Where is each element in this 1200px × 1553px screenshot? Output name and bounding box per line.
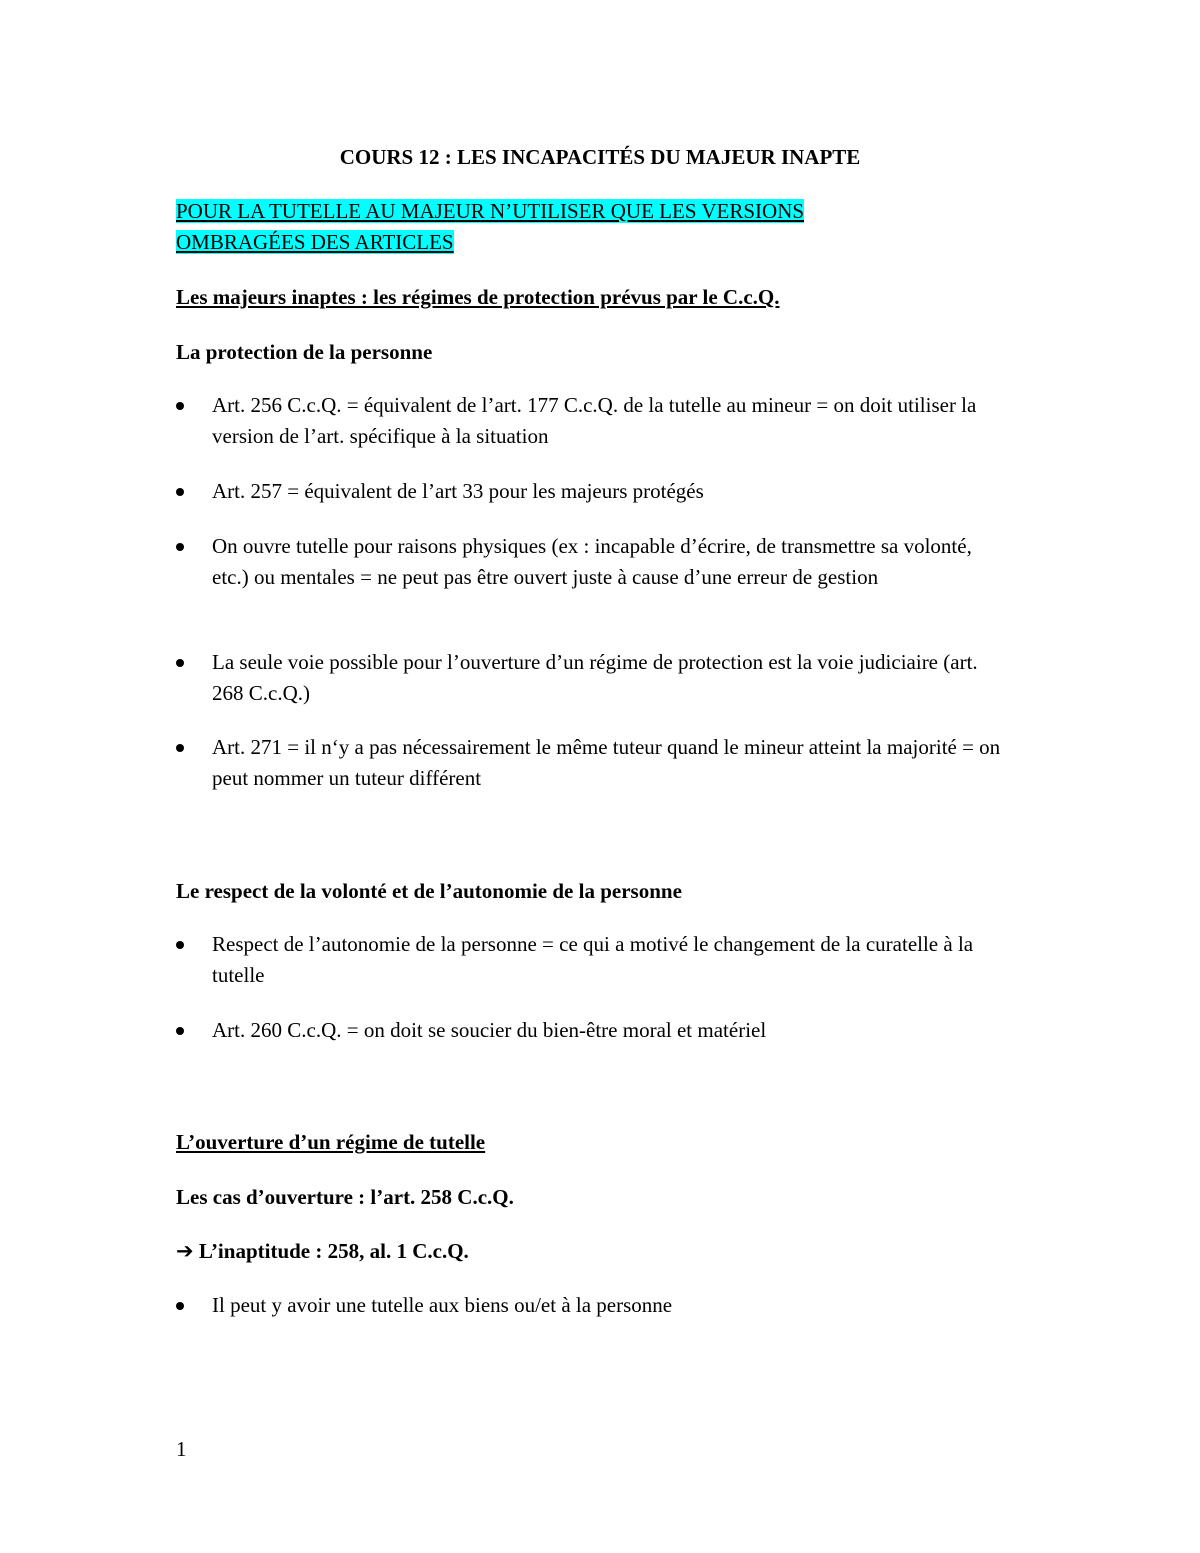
- list-item-text: Art. 260 C.c.Q. = on doit se soucier du bien-être moral et matériel: [212, 1018, 767, 1042]
- bullet-icon: [176, 543, 184, 551]
- list-item-text: Art. 257 = équivalent de l’art 33 pour les majeurs protégés: [212, 479, 704, 503]
- arrow-right-icon: ➔: [176, 1239, 194, 1263]
- list-item-text: Art. 256 C.c.Q. = équivalent de l’art. 177 C.c.Q. de la tutelle au mineur = on doit utiliser la version de l’art. spécifique à la situation: [212, 393, 977, 448]
- subheading-cas-ouverture: Les cas d’ouverture : l’art. 258 C.c.Q.: [176, 1185, 514, 1209]
- bullet-icon: [176, 659, 184, 667]
- list-item: [176, 390, 1006, 452]
- notice-line-2: OMBRAGÉES DES ARTICLES: [176, 230, 454, 254]
- list-item: [176, 1290, 1006, 1321]
- list-item-text: On ouvre tutelle pour raisons physiques (ex : incapable d’écrire, de transmettre sa volonté, etc.) ou mentales = ne peut pas être ouvert juste à cause d’une erreur de gestion: [212, 534, 972, 589]
- section-heading-regimes: Les majeurs inaptes : les régimes de protection prévus par le C.c.Q.: [176, 285, 780, 309]
- subheading-inaptitude: [176, 1236, 1006, 1267]
- list-item-text: Il peut y avoir une tutelle aux biens ou/et à la personne: [212, 1293, 673, 1317]
- list-item-text: Art. 271 = il n‘y a pas nécessairement le même tuteur quand le mineur atteint la majorité = on peut nommer un tuteur différent: [212, 735, 1001, 790]
- subheading-autonomie: Le respect de la volonté et de l’autonomie de la personne: [176, 879, 682, 903]
- notice-line-1: POUR LA TUTELLE AU MAJEUR N’UTILISER QUE LES VERSIONS: [176, 199, 805, 223]
- bullet-icon: [176, 1302, 184, 1310]
- subheading-protection: La protection de la personne: [176, 340, 433, 364]
- bullet-icon: [176, 941, 184, 949]
- list-item: [176, 476, 1006, 507]
- bullet-icon: [176, 744, 184, 752]
- bullet-icon: [176, 1027, 184, 1035]
- list-item: [176, 929, 1006, 991]
- document-title: COURS 12 : LES INCAPACITÉS DU MAJEUR INAPTE: [339, 145, 861, 169]
- bullet-icon: [176, 402, 184, 410]
- list-item: [176, 1015, 1006, 1046]
- list-item: [176, 647, 1006, 709]
- highlighted-notice: [176, 196, 804, 258]
- list-item: [176, 531, 1006, 593]
- page-number: 1: [176, 1437, 187, 1461]
- list-item-text: La seule voie possible pour l’ouverture d’un régime de protection est la voie judiciaire (art. 268 C.c.Q.): [212, 650, 978, 705]
- bullet-icon: [176, 488, 184, 496]
- list-item-text: Respect de l’autonomie de la personne = ce qui a motivé le changement de la curatelle à la tutelle: [212, 932, 974, 987]
- section-heading-ouverture: L’ouverture d’un régime de tutelle: [176, 1130, 486, 1154]
- list-item: [176, 732, 1006, 794]
- subheading-inaptitude-text: L’inaptitude : 258, al. 1 C.c.Q.: [193, 1239, 469, 1263]
